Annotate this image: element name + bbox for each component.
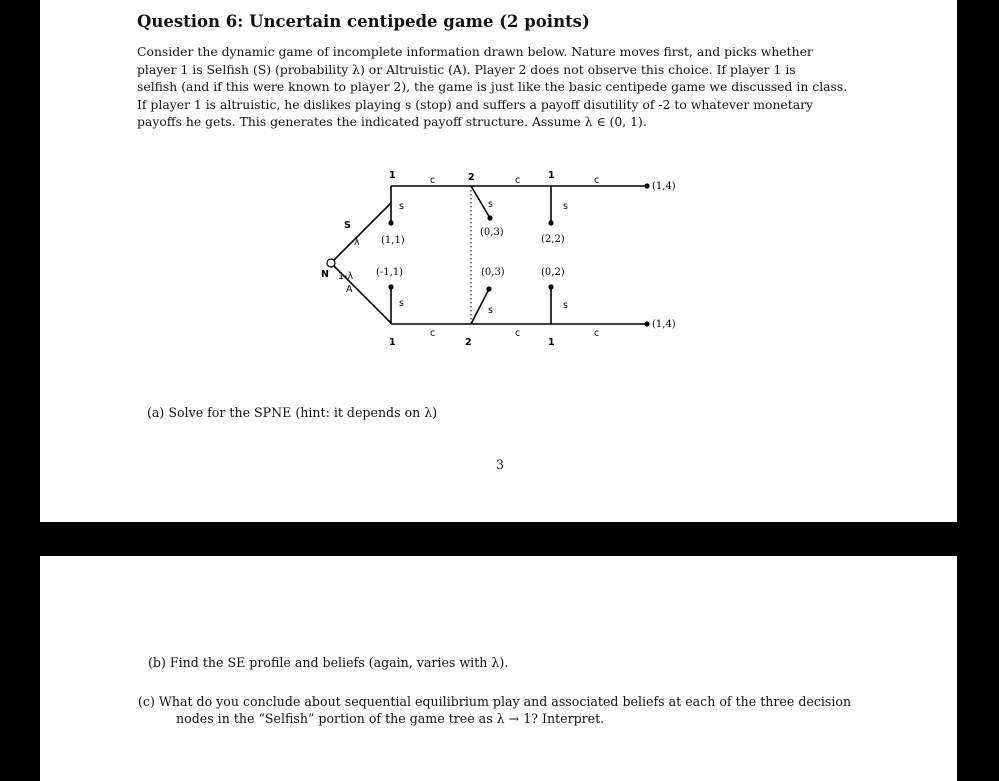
continue-label: c <box>594 328 600 339</box>
terminal-node <box>548 220 553 225</box>
stop-label: s <box>563 300 568 311</box>
bottom-player-1: 1 <box>389 337 396 348</box>
terminal-node <box>486 286 491 291</box>
continue-label: c <box>430 328 436 339</box>
bottom-player-3: 1 <box>548 337 555 348</box>
stop-label: s <box>399 298 404 309</box>
stop-label: s <box>563 201 568 212</box>
payoff: (0,3) <box>480 227 504 238</box>
part-c-line: nodes in the “Selfish” portion of the game tree as λ → 1? Interpret. <box>176 711 605 726</box>
terminal-node <box>487 215 492 220</box>
payoff: (1,1) <box>381 235 405 246</box>
continue-label: c <box>430 175 436 186</box>
question-title: Question 6: Uncertain centipede game (2 points) <box>137 12 590 31</box>
top-player-2: 2 <box>468 172 475 183</box>
branch-s-label: S <box>344 220 351 231</box>
part-b: (b) Find the SE profile and beliefs (again, varies with λ). <box>148 655 509 670</box>
bottom-player-2: 2 <box>465 337 472 348</box>
part-a: (a) Solve for the SPNE (hint: it depends on λ) <box>147 405 438 420</box>
prob-s-label: λ <box>354 237 360 248</box>
stop-label: s <box>488 305 493 316</box>
terminal-node <box>388 284 393 289</box>
prob-a-label: 1-λ <box>338 271 354 282</box>
intro-line: player 1 is Selfish (S) (probability λ) or Altruistic (A). Player 2 does not observe this choice. If player 1 is <box>137 61 796 77</box>
terminal-node <box>644 321 649 326</box>
stop-label: s <box>488 199 493 210</box>
terminal-node <box>644 183 649 188</box>
terminal-node <box>388 220 393 225</box>
page-number: 3 <box>496 457 505 472</box>
payoff: (-1,1) <box>376 267 404 278</box>
continue-label: c <box>594 175 600 186</box>
intro-line: payoffs he gets. This generates the indicated payoff structure. Assume λ ∈ (0, 1). <box>137 114 647 130</box>
intro-line: Consider the dynamic game of incomplete information drawn below. Nature moves first, and picks whether <box>137 44 813 59</box>
payoff: (1,4) <box>652 319 676 330</box>
intro-line: selfish (and if this were known to player 2), the game is just like the basic centipede game we discussed in class. <box>137 79 848 95</box>
part-c <box>138 693 878 727</box>
nature-node <box>327 259 335 267</box>
branch-a-label: A <box>346 284 353 295</box>
payoff: (0,2) <box>541 267 565 278</box>
edge-bottom-stop-2 <box>471 289 489 324</box>
part-c-line: (c) What do you conclude about sequential equilibrium play and associated beliefs at each of the three decision <box>138 694 852 709</box>
top-player-1: 1 <box>389 170 396 181</box>
document-page-1 <box>40 0 957 522</box>
continue-label: c <box>515 175 521 186</box>
continue-label: c <box>515 328 521 339</box>
stop-label: s <box>399 201 404 212</box>
edge-nature-selfish <box>331 203 391 263</box>
intro-line: If player 1 is altruistic, he dislikes playing s (stop) and suffers a payoff disutility of -2 to whatever monetary <box>137 96 814 112</box>
game-tree-diagram <box>40 0 957 400</box>
document-page-2 <box>40 556 957 781</box>
payoff: (0,3) <box>481 267 505 278</box>
top-player-3: 1 <box>548 170 555 181</box>
payoff: (2,2) <box>541 234 565 245</box>
payoff: (1,4) <box>652 181 676 192</box>
terminal-node <box>548 284 553 289</box>
nature-label: N <box>321 269 329 280</box>
